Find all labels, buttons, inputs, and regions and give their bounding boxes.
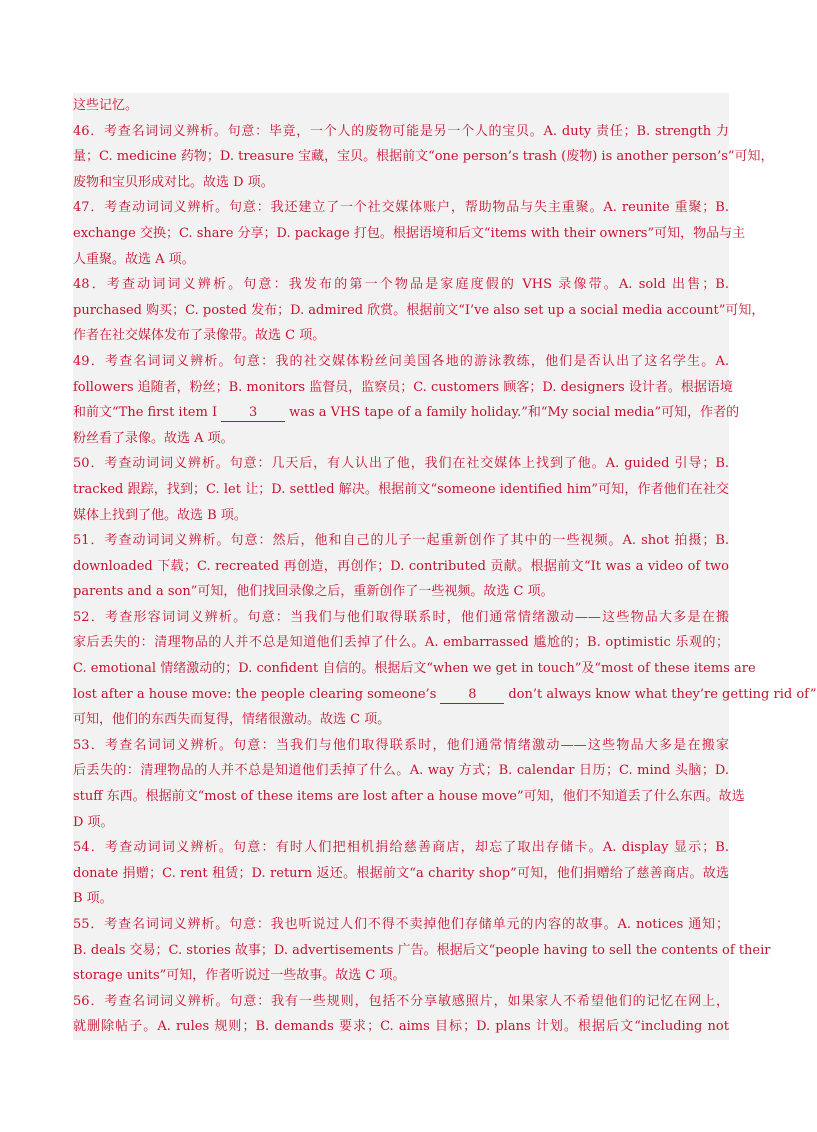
text-line: 作者在社交媒体发布了录像带。故选 C 项。 <box>73 328 326 344</box>
text-line: 人重聚。故选 A 项。 <box>73 251 195 267</box>
answer-blank: 3 <box>221 405 285 422</box>
text-line: 46．考查名词词义辨析。句意：毕竟，一个人的废物可能是另一个人的宝贝。A. duty 责任；B. strength 力 <box>73 123 729 139</box>
text-line: 后丢失的：清理物品的人并不总是知道他们丢掉了什么。A. way 方式；B. calendar 日历；C. mind 头脑；D. <box>73 763 729 779</box>
text-line: stuff 东西。根据前文“most of these items are lost after a house move”可知，他们不知道丢了什么东西。故选 <box>73 789 745 805</box>
text-line: 49．考查名词词义辨析。句意：我的社交媒体粉丝问美国各地的游泳教练，他们是否认出了这名学生。A. <box>73 353 729 369</box>
text-line: 这些记忆。 <box>73 98 139 113</box>
text-line: purchased 购买；C. posted 发布；D. admired 欣赏。根据前文“I’ve also set up a social media account”可知， <box>73 302 765 318</box>
text-line <box>73 400 740 426</box>
text-line: parents and a son”可知，他们找回录像之后，重新创作了一些视频。故选 C 项。 <box>73 584 554 600</box>
text-line: 52．考查形容词词义辨析。句意：当我们与他们取得联系时，他们通常情绪激动——这些物品大多是在搬 <box>73 609 729 625</box>
text-line: 可知，他们的东西失而复得，情绪很激动。故选 C 项。 <box>73 712 391 728</box>
text-line: 56．考查名词词义辨析。句意：我有一些规则，包括不分享敏感照片，如果家人不希望他们的记忆在网上， <box>73 993 729 1009</box>
text-line: donate 捐赠；C. rent 租赁；D. return 返还。根据前文“a charity shop”可知，他们捐赠给了慈善商店。故选 <box>73 865 729 881</box>
text-line: 55．考查名词词义辨析。句意：我也听说过人们不得不卖掉他们存储单元的内容的故事。A. notices 通知； <box>73 917 729 932</box>
text-line: C. emotional 情绪激动的；D. confident 自信的。根据后文“when we get in touch”及“most of these items are <box>73 661 756 677</box>
line-text-segment: was a VHS tape of a family holiday.”和“My social media”可知，作者的 <box>289 405 740 421</box>
text-line: B 项。 <box>73 891 113 907</box>
text-line: 粉丝看了录像。故选 A 项。 <box>73 430 234 446</box>
text-line: 54．考查动词词义辨析。句意：有时人们把相机捐给慈善商店，却忘了取出存储卡。A. display 显示；B. <box>73 840 729 856</box>
text-line: 53．考查名词词义辨析。句意：当我们与他们取得联系时，他们通常情绪激动——这些物品大多是在搬家 <box>73 737 729 753</box>
text-line: exchange 交换；C. share 分享；D. package 打包。根据语境和后文“items with their owners”可知，物品与主 <box>73 225 746 241</box>
text-line: 家后丢失的：清理物品的人并不总是知道他们丢掉了什么。A. embarrassed 尴尬的；B. optimistic 乐观的； <box>73 635 729 651</box>
text-line: 媒体上找到了他。故选 B 项。 <box>73 507 247 523</box>
text-line: 废物和宝贝形成对比。故选 D 项。 <box>73 174 274 190</box>
line-text-segment: don’t always know what they’re getting rid of” <box>508 686 817 702</box>
text-line: 50．考查动词词义辨析。句意：几天后，有人认出了他，我们在社交媒体上找到了他。A. guided 引导；B. <box>73 456 729 472</box>
text-line: 48．考查动词词义辨析。句意：我发布的第一个物品是家庭度假的 VHS 录像带。A. sold 出售；B. <box>73 277 729 293</box>
answer-blank: 8 <box>440 687 504 704</box>
text-line: 51．考查动词词义辨析。句意：然后，他和自己的儿子一起重新创作了其中的一些视频。A. shot 拍摄；B. <box>73 533 729 549</box>
text-line: B. deals 交易；C. stories 故事；D. advertisements 广告。根据后文“people having to sell the contents of their <box>73 942 771 958</box>
text-line: followers 追随者，粉丝；B. monitors 监督员，监察员；C. customers 顾客；D. designers 设计者。根据语境 <box>73 379 733 395</box>
text-line: downloaded 下载；C. recreated 再创造，再创作；D. contributed 贡献。根据前文“It was a video of two <box>73 558 729 574</box>
answer-explanation-block <box>73 93 817 1040</box>
text-line: 量；C. medicine 药物；D. treasure 宝藏，宝贝。根据前文“one person’s trash (废物) is another person’s”可知， <box>73 149 774 165</box>
text-line: 47．考查动词词义辨析。句意：我还建立了一个社交媒体账户，帮助物品与失主重聚。A. reunite 重聚；B. <box>73 200 729 216</box>
text-line: 就删除帖子。A. rules 规则；B. demands 要求；C. aims 目标；D. plans 计划。根据后文“including not <box>73 1019 729 1035</box>
line-text-segment: 和前文“The first item I <box>73 405 218 421</box>
text-line: D 项。 <box>73 814 114 830</box>
text-line <box>73 682 817 708</box>
line-text-segment: lost after a house move: the people clearing someone’s <box>73 686 437 702</box>
text-line: storage units”可知，作者听说过一些故事。故选 C 项。 <box>73 968 406 984</box>
text-line: tracked 跟踪，找到；C. let 让；D. settled 解决。根据前文“someone identified him”可知，作者他们在社交 <box>73 481 729 497</box>
